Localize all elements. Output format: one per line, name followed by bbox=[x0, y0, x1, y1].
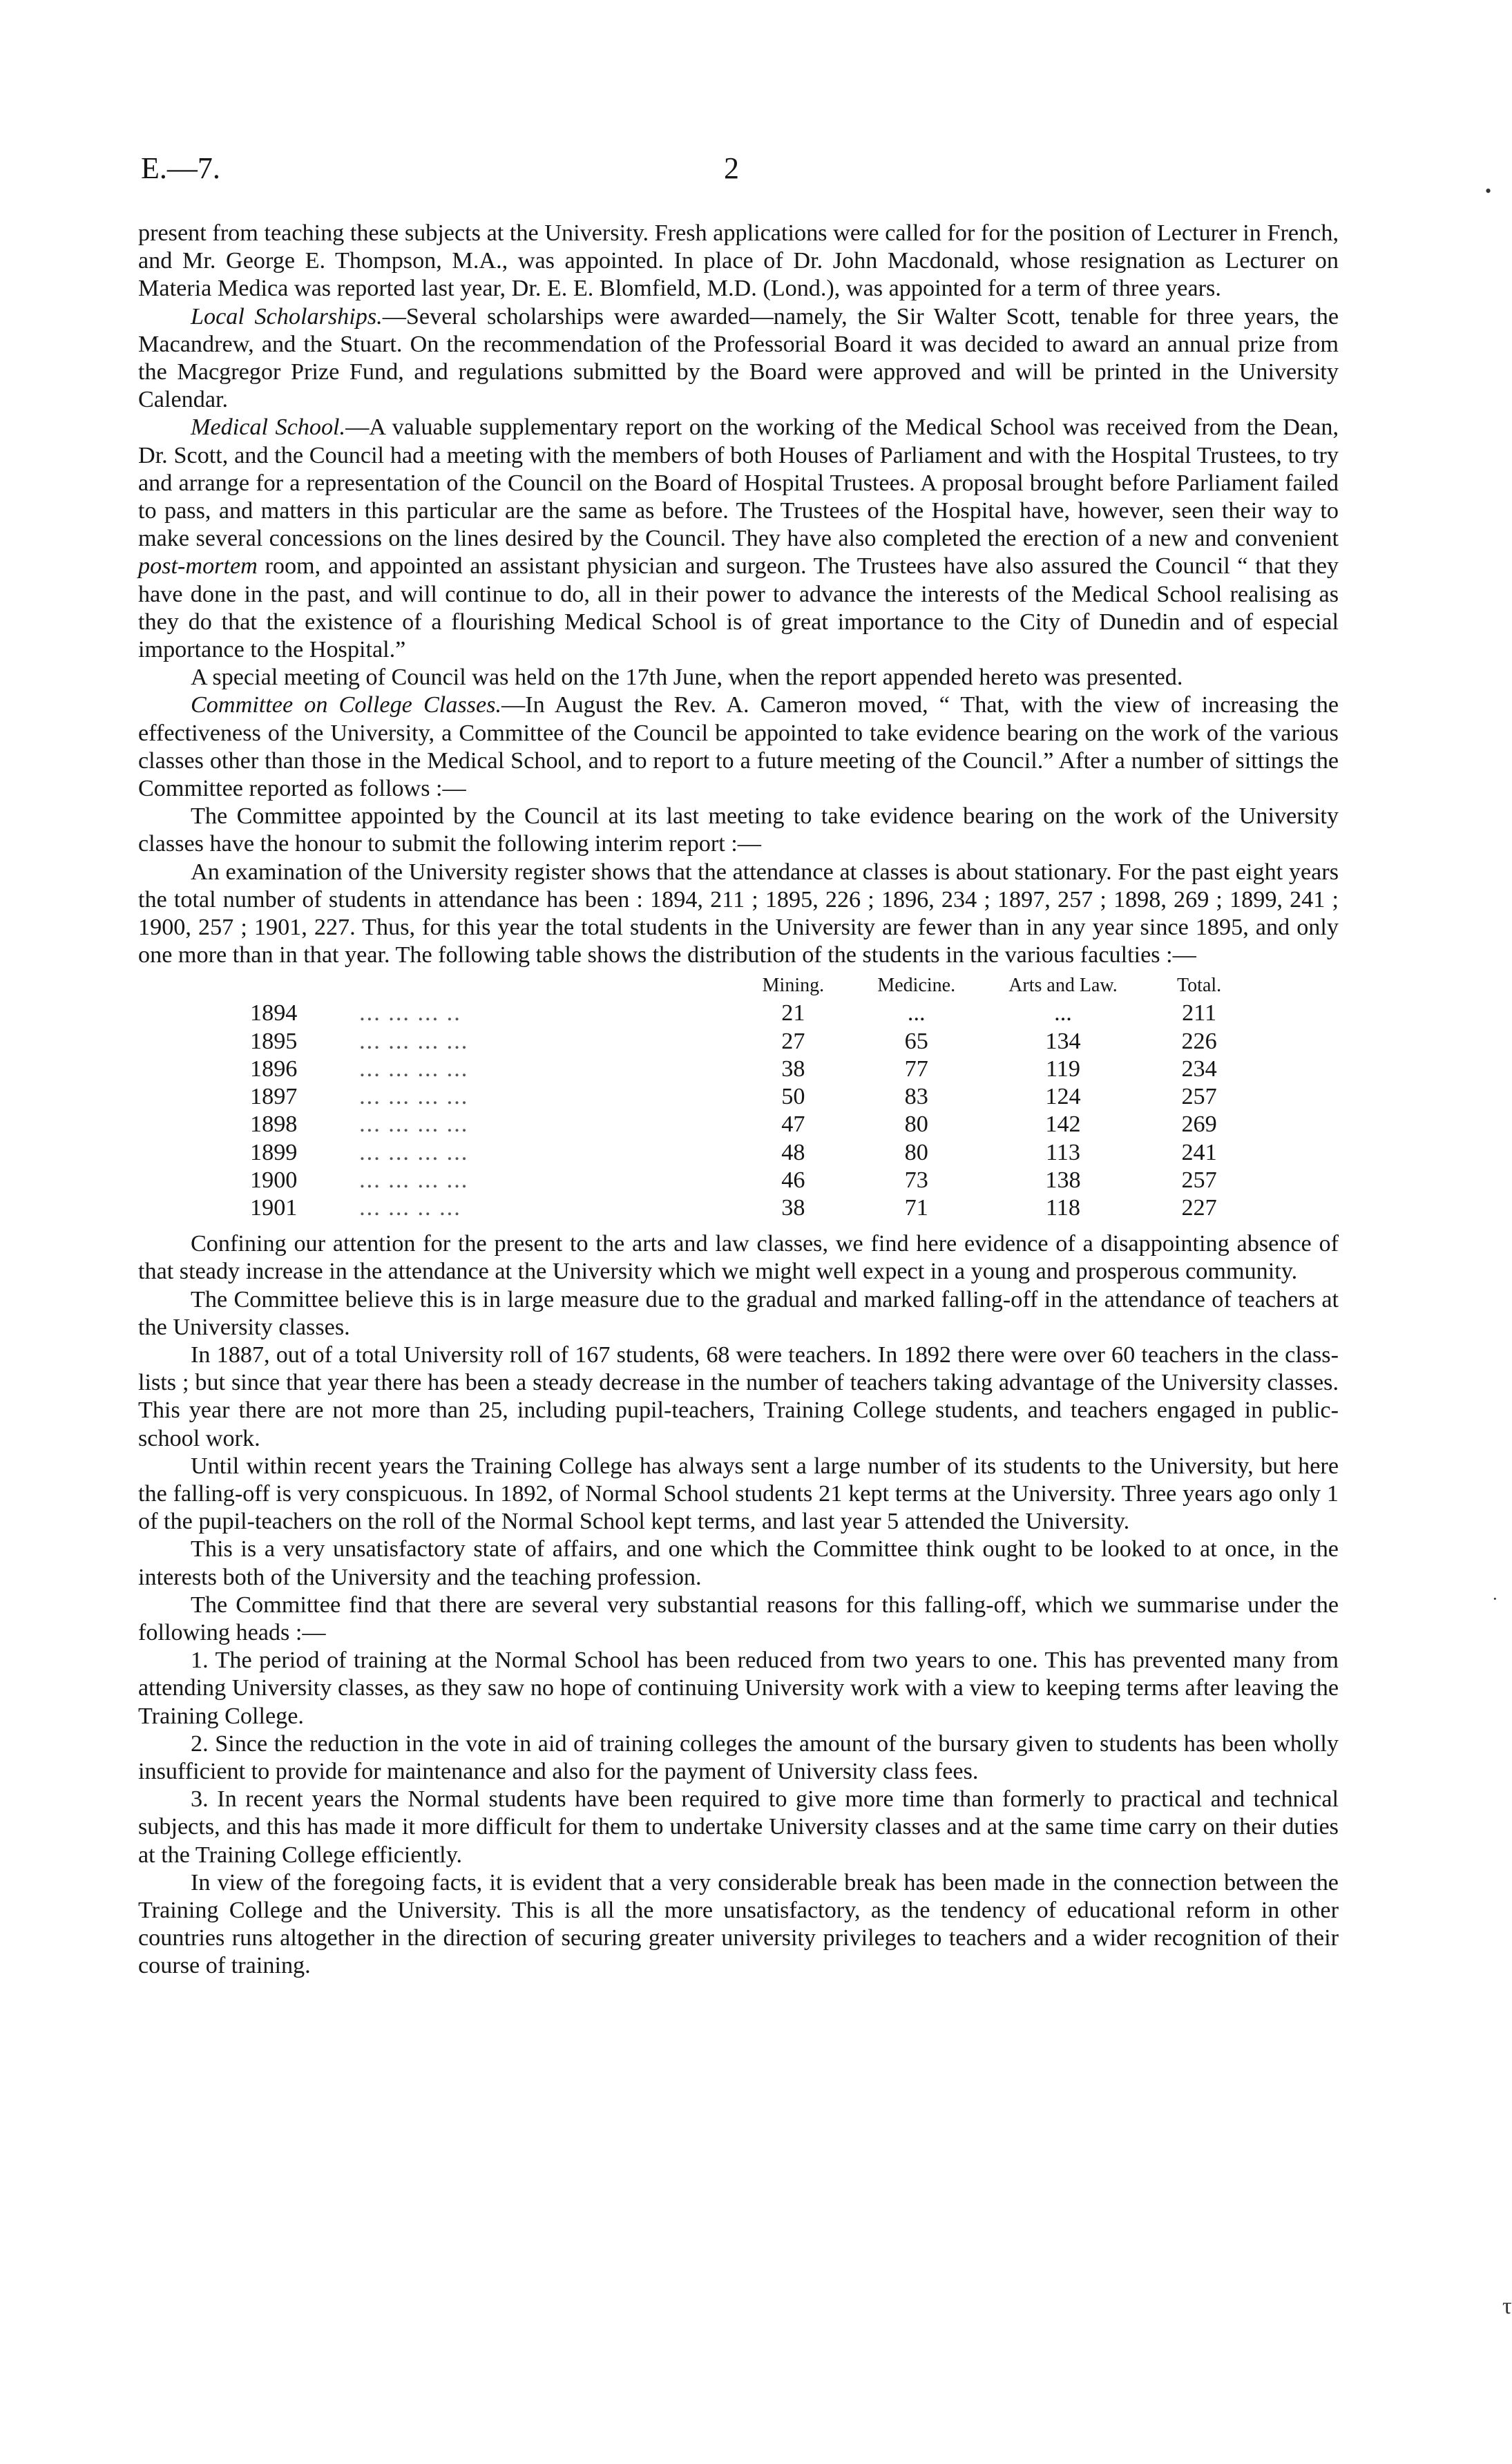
cell-total: 211 bbox=[1182, 1000, 1217, 1026]
paragraph: A special meeting of Council was held on the 17th June, when the report appended hereto was presented. bbox=[191, 665, 1183, 691]
cell-arts-law: 138 bbox=[1045, 1167, 1081, 1193]
cell-mining: 48 bbox=[781, 1139, 805, 1165]
cell-medicine: 83 bbox=[904, 1084, 928, 1110]
cell-arts-law: 134 bbox=[1045, 1028, 1081, 1054]
cell-arts-law: ... bbox=[1054, 1000, 1072, 1026]
cell-arts-law: 119 bbox=[1045, 1056, 1080, 1082]
cell-medicine: 77 bbox=[904, 1056, 928, 1082]
paragraph: The Committee believe this is in large measure due to the gradual and marked falling-off in the attendance of teachers at the University classes. bbox=[138, 1286, 1339, 1340]
cell-mining: 21 bbox=[781, 1000, 805, 1026]
paragraph: The Committee find that there are several very substantial reasons for this falling-off, which we summarise under the following heads :— bbox=[138, 1592, 1339, 1645]
row-year: 1894 bbox=[250, 1000, 298, 1026]
column-header: Mining. bbox=[762, 975, 825, 997]
column-header: Total. bbox=[1177, 975, 1222, 997]
paragraph: Until within recent years the Training College has always sent a large number of its students to the University, but here the falling-off is very conspicuous. In 1892, of Normal School students 21 kept terms at the University. Three years ago only 1 of the pupil-teachers on the roll of the Normal School kept terms, and last year 5 attended the University. bbox=[138, 1453, 1339, 1535]
section-heading: Medical School. bbox=[191, 414, 346, 441]
cell-arts-law: 142 bbox=[1045, 1111, 1081, 1138]
row-year: 1898 bbox=[250, 1111, 298, 1138]
row-leader-dots: ... ... ... ... bbox=[359, 1056, 469, 1082]
cell-total: 257 bbox=[1181, 1084, 1217, 1110]
paragraph-committee: Committee on College Classes.—In August the Rev. A. Cameron moved, “ That, with the view of increasing the effectiveness of the University, a Committee of the Council be appointed to take evidence bearing on the work of the various classes other than those in the Medical School, and to report to a future meeting of the Council.” After a number of sittings the Committee reported as follows :— bbox=[138, 692, 1339, 802]
cell-total: 241 bbox=[1181, 1139, 1217, 1165]
paragraph: An examination of the University register shows that the attendance at classes is about stationary. For the past eight years the total number of students in attendance has been : 1894, 211 ; 1895, 226 ; 1896, 234 ; 1897, 257 ; 1898, 269 ; 1899, 241 ; 1900, 257 ; 1901, 227. Thus, for this year the total students in the University are fewer than in any year since 1895, and only one more than in that year. The following table shows the distribution of the students in the various faculties :— bbox=[138, 859, 1339, 968]
paragraph: In 1887, out of a total University roll of 167 students, 68 were teachers. In 1892 there were over 60 teachers in the class-lists ; but since that year there has been a steady decrease in the number of teachers taking advantage of the University classes. This year there are not more than 25, including pupil-teachers, Training College students, and teachers engaged in public-school work. bbox=[138, 1341, 1339, 1451]
table-row bbox=[138, 1194, 1257, 1222]
document-page bbox=[138, 151, 1339, 1979]
paragraph: In view of the foregoing facts, it is evident that a very considerable break has been made in the connection between the Training College and the University. This is all the more unsatisfactory, as the tendency of educational reform in other countries runs altogether in the direction of securing greater university privileges to teachers and a wider recognition of their course of training. bbox=[138, 1869, 1339, 1979]
column-header: Arts and Law. bbox=[1008, 975, 1118, 997]
row-year: 1899 bbox=[250, 1139, 298, 1165]
paragraph: Confining our attention for the present to the arts and law classes, we find here evidence of a disappointing absence of that steady increase in the attendance at the University which we might well expect in a young and prosperous community. bbox=[138, 1231, 1339, 1285]
section-heading: Committee on College Classes. bbox=[191, 692, 501, 718]
cell-medicine: 80 bbox=[904, 1111, 928, 1138]
cell-medicine: 65 bbox=[904, 1028, 928, 1054]
cell-total: 227 bbox=[1181, 1194, 1217, 1221]
paragraph-local-scholarships: Local Scholarships.—Several scholarships were awarded—namely, the Sir Walter Scott, tenable for three years, the Macandrew, and the Stuart. On the recommendation of the Professorial Board it was decided to award an annual prize from the Macgregor Prize Fund, and regulations submitted by the Board were approved and will be printed in the University Calendar. bbox=[138, 303, 1339, 413]
cell-total: 269 bbox=[1181, 1111, 1217, 1138]
row-year: 1901 bbox=[250, 1194, 298, 1221]
cell-mining: 27 bbox=[781, 1028, 805, 1054]
cell-medicine: 73 bbox=[904, 1167, 928, 1193]
cell-total: 226 bbox=[1181, 1028, 1217, 1054]
row-leader-dots: ... ... ... ... bbox=[359, 1139, 469, 1165]
table-row bbox=[138, 1056, 1257, 1083]
row-leader-dots: ... ... ... ... bbox=[359, 1028, 469, 1054]
row-year: 1897 bbox=[250, 1084, 298, 1110]
section-heading: Local Scholarships. bbox=[191, 303, 383, 330]
paragraph: 1. The period of training at the Normal School has been reduced from two years to one. This has prevented many from attending University classes, as they saw no hope of continuing University work with a view to keeping terms after leaving the Training College. bbox=[138, 1648, 1339, 1729]
paragraph: 3. In recent years the Normal students have been required to give more time than formerly to practical and technical subjects, and this has made it more difficult for them to undertake University classes and at the same time carry on their duties at the Training College efficiently. bbox=[138, 1786, 1339, 1868]
table-row bbox=[138, 1111, 1257, 1138]
cell-medicine: ... bbox=[907, 1000, 926, 1026]
cell-mining: 47 bbox=[781, 1111, 805, 1138]
cell-medicine: 80 bbox=[904, 1139, 928, 1165]
cell-mining: 50 bbox=[781, 1084, 805, 1110]
row-year: 1896 bbox=[250, 1056, 298, 1082]
column-header: Medicine. bbox=[877, 975, 956, 997]
table-row bbox=[138, 1083, 1257, 1111]
paragraph-medical-school: Medical School.—A valuable supplementary report on the working of the Medical School was received from the Dean, Dr. Scott, and the Council had a meeting with the members of both Houses of Parliament and with the Hospital Trustees, to try and arrange for a representation of the Council on the Board of Hospital Trustees. A proposal brought before Parliament failed to pass, and matters in this particular are the same as before. The Trustees of the Hospital have, however, seen their way to make several concessions on the lines desired by the Council. They have also completed the erection of a new and convenient post-mortem room, and appointed an assistant physician and surgeon. The Trustees have also assured the Council “ that they have done in the past, and will continue to do, all in their power to advance the interests of the Medical School realising as they do that the existence of a flourishing Medical School is of great importance to the City of Dunedin and of especial importance to the Hospital.” bbox=[138, 414, 1339, 663]
cell-arts-law: 113 bbox=[1045, 1139, 1080, 1165]
paragraph: present from teaching these subjects at the University. Fresh applications were called for for the position of Lecturer in French, and Mr. George E. Thompson, M.A., was appointed. In place of Dr. John Macdonald, whose resignation as Lecturer on Materia Medica was reported last year, Dr. E. E. Blomfield, M.D. (Lond.), was appointed for a term of three years. bbox=[138, 220, 1339, 302]
row-leader-dots: ... ... ... .. bbox=[359, 1000, 461, 1026]
table-header-row bbox=[138, 972, 1257, 1000]
row-leader-dots: ... ... ... ... bbox=[359, 1084, 469, 1110]
cell-medicine: 71 bbox=[904, 1194, 928, 1221]
paragraph: 2. Since the reduction in the vote in aid of training colleges the amount of the bursary given to students has been wholly insufficient to provide for maintenance and also for the payment of University class fees. bbox=[138, 1730, 1339, 1784]
row-leader-dots: ... ... ... ... bbox=[359, 1111, 469, 1138]
row-year: 1895 bbox=[250, 1028, 298, 1054]
paragraph: This is a very unsatisfactory state of affairs, and one which the Committee think ought to be looked to at once, in the interests both of the University and the teaching profession. bbox=[138, 1536, 1339, 1590]
page-number: 2 bbox=[724, 151, 739, 185]
row-leader-dots: ... ... .. ... bbox=[359, 1194, 461, 1221]
page-header bbox=[138, 151, 1339, 206]
table-row bbox=[138, 1167, 1257, 1194]
table-row bbox=[138, 1139, 1257, 1167]
cell-total: 257 bbox=[1181, 1167, 1217, 1193]
cell-arts-law: 118 bbox=[1045, 1194, 1080, 1221]
faculties-table bbox=[138, 972, 1257, 1222]
cell-mining: 46 bbox=[781, 1167, 805, 1193]
cell-mining: 38 bbox=[781, 1056, 805, 1082]
cell-total: 234 bbox=[1181, 1056, 1217, 1082]
table-row bbox=[138, 1028, 1257, 1056]
table-row bbox=[138, 1000, 1257, 1027]
margin-mark: • bbox=[1485, 181, 1492, 201]
paragraph: The Committee appointed by the Council at its last meeting to take evidence bearing on the work of the University classes have the honour to submit the following interim report :— bbox=[138, 803, 1339, 857]
margin-mark: · bbox=[1492, 1589, 1498, 1609]
row-leader-dots: ... ... ... ... bbox=[359, 1167, 469, 1193]
cell-arts-law: 124 bbox=[1045, 1084, 1081, 1110]
row-year: 1900 bbox=[250, 1167, 298, 1193]
margin-mark: τ bbox=[1502, 2293, 1512, 2319]
parliamentary-paper-code: E.—7. bbox=[141, 151, 220, 185]
cell-mining: 38 bbox=[781, 1194, 805, 1221]
body-text bbox=[138, 220, 1339, 1980]
